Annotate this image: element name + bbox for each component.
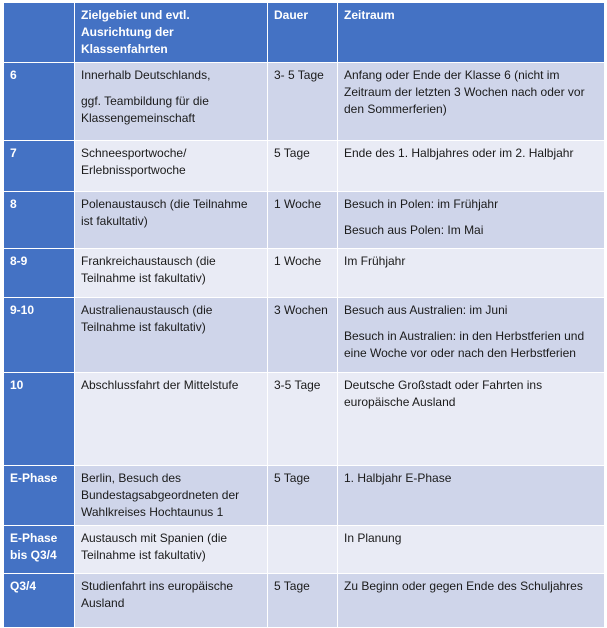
target-text: Polenaustausch (die Teilnahme ist fakultativ) (81, 197, 248, 228)
duration-cell: 3- 5 Tage (268, 63, 338, 141)
table-row (4, 574, 605, 628)
table-row (4, 466, 605, 526)
target-text: Frankreichaustausch (die Teilnahme ist fakultativ) (81, 254, 216, 285)
table-row (4, 298, 605, 373)
duration-cell: 1 Woche (268, 192, 338, 249)
target-text: Australienaustausch (die Teilnahme ist fakultativ) (81, 303, 213, 334)
grade-cell: 8-9 (4, 249, 75, 298)
table-row (4, 63, 605, 141)
period-cell (338, 141, 605, 192)
period-text: Besuch in Polen: im Frühjahr (344, 197, 499, 211)
duration-cell: 5 Tage (268, 141, 338, 192)
period-text: Ende des 1. Halbjahres oder im 2. Halbjahr (344, 146, 574, 160)
target-text: Austausch mit Spanien (die Teilnahme ist fakultativ) (81, 531, 228, 562)
duration-cell (268, 526, 338, 574)
target-text: Abschlussfahrt der Mittelstufe (81, 378, 239, 392)
grade-cell: Q3/4 (4, 574, 75, 628)
period-cell (338, 373, 605, 466)
header-duration: Dauer (268, 3, 338, 63)
grade-cell: 9-10 (4, 298, 75, 373)
target-text: Innerhalb Deutschlands, (81, 68, 211, 82)
period-cell (338, 574, 605, 628)
target-cell (75, 63, 268, 141)
table-row (4, 526, 605, 574)
target-cell (75, 249, 268, 298)
duration-cell: 5 Tage (268, 466, 338, 526)
duration-cell: 3 Wochen (268, 298, 338, 373)
grade-cell: E-Phase bis Q3/4 (4, 526, 75, 574)
class-trips-table (3, 2, 605, 628)
target-cell (75, 526, 268, 574)
target-cell (75, 141, 268, 192)
target-text: Studienfahrt ins europäische Ausland (81, 579, 234, 610)
period-text: Deutsche Großstadt oder Fahrten ins europäische Ausland (344, 378, 543, 409)
table-body (4, 63, 605, 628)
table-row (4, 249, 605, 298)
target-text: Berlin, Besuch des Bundestagsabgeordneten der Wahlkreises Hochtaunus 1 (81, 471, 240, 519)
period-text: Im Frühjahr (344, 254, 406, 268)
duration-cell: 1 Woche (268, 249, 338, 298)
period-text: Besuch aus Australien: im Juni (344, 303, 508, 317)
target-text: Schneesportwoche/ Erlebnissportwoche (81, 146, 187, 177)
period-text: 1. Halbjahr E-Phase (344, 471, 452, 485)
target-cell (75, 574, 268, 628)
grade-cell: 8 (4, 192, 75, 249)
period-cell (338, 249, 605, 298)
period-cell (338, 298, 605, 373)
header-target: Zielgebiet und evtl. Ausrichtung der Klassenfahrten (75, 3, 268, 63)
period-text: Zu Beginn oder gegen Ende des Schuljahres (344, 579, 583, 593)
target-cell (75, 192, 268, 249)
period-text: Anfang oder Ende der Klasse 6 (nicht im Zeitraum der letzten 3 Wochen nach oder vor den Sommerferien) (344, 68, 585, 116)
period-text: In Planung (344, 531, 402, 545)
table-row (4, 373, 605, 466)
target-cell (75, 373, 268, 466)
grade-cell: 6 (4, 63, 75, 141)
target-cell (75, 298, 268, 373)
period-cell (338, 526, 605, 574)
header-row (4, 3, 605, 63)
period-text: Besuch in Australien: in den Herbstferien und eine Woche vor oder nach den Herbstferien (344, 329, 585, 360)
table-row (4, 192, 605, 249)
period-cell (338, 192, 605, 249)
period-cell (338, 466, 605, 526)
target-text: ggf. Teambildung für die Klassengemeinschaft (81, 94, 209, 125)
grade-cell: 10 (4, 373, 75, 466)
table-row (4, 141, 605, 192)
period-text: Besuch aus Polen: Im Mai (344, 223, 484, 237)
target-cell (75, 466, 268, 526)
header-period: Zeitraum (338, 3, 605, 63)
grade-cell: 7 (4, 141, 75, 192)
duration-cell: 5 Tage (268, 574, 338, 628)
header-grade (4, 3, 75, 63)
period-cell (338, 63, 605, 141)
grade-cell: E-Phase (4, 466, 75, 526)
duration-cell: 3-5 Tage (268, 373, 338, 466)
